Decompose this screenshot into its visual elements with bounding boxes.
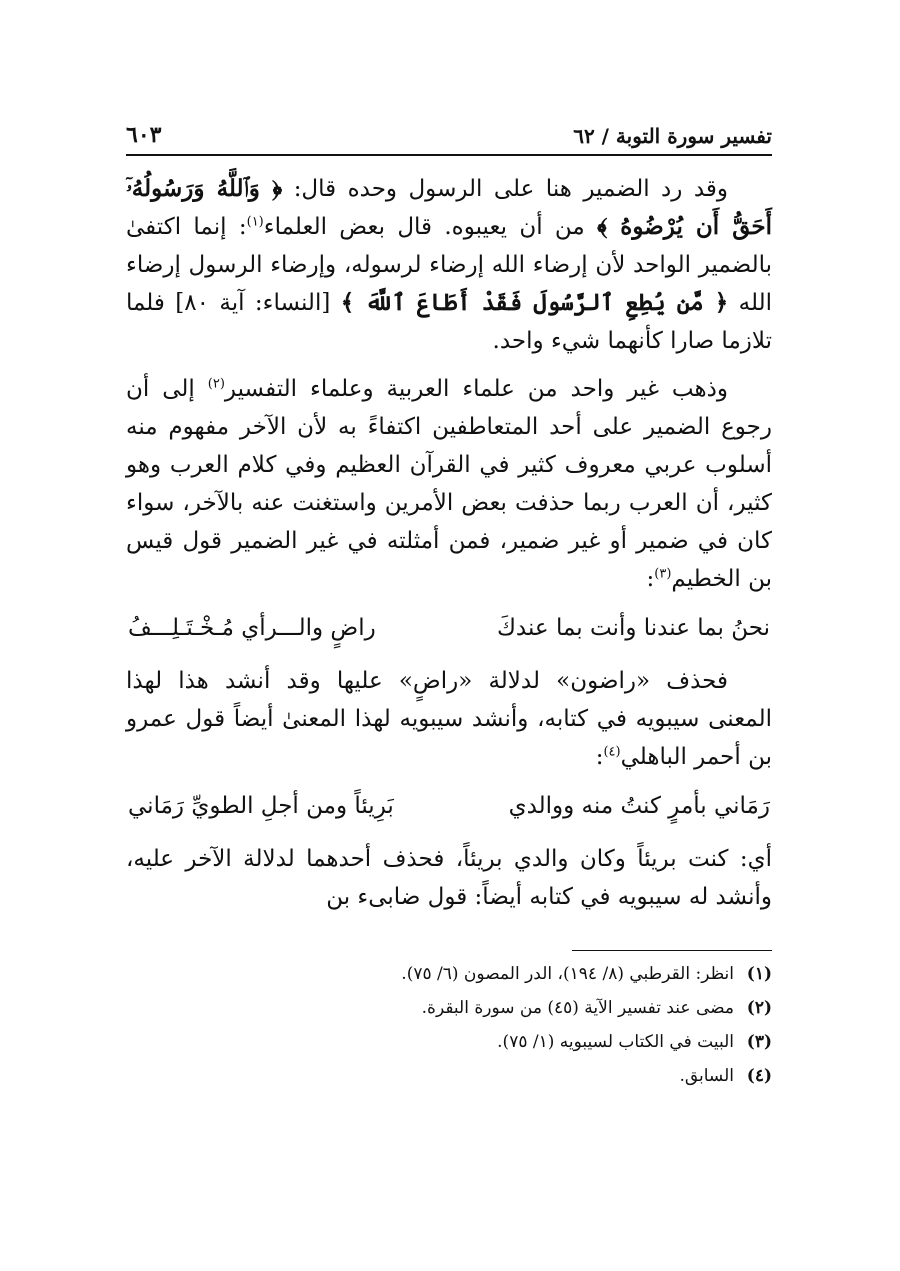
footnote-text: مضى عند تفسير الآية (٤٥) من سورة البقرة. — [421, 998, 734, 1018]
footnote — [126, 1025, 772, 1059]
footnote-ref: (٢) — [207, 376, 225, 392]
text-run: أي: كنت بريئاً وكان والدي بريئاً، فحذف أحدهما لدلالة الآخر عليه، وأنشد له سيبويه في كتابه أيضاً: قول ضابىء بن — [126, 846, 772, 910]
footnote-separator — [572, 950, 772, 951]
book-page — [126, 118, 772, 1093]
page-header — [126, 118, 772, 156]
footnote-number: (١) — [746, 964, 772, 984]
text-run: : إنما اكتفىٰ بالضمير الواحد لأن إرضاء الله إرضاء لرسوله، وإرضاء الرسول إرضاء الله — [126, 214, 772, 316]
quran-quote: ﴿ مَّن يُطِعِ ٱلرَّسُولَ فَقَدْ أَطَاعَ ٱللَّهَ ﴾ — [340, 289, 729, 316]
running-title: تفسير سورة التوبة / ٦٢ — [573, 124, 772, 148]
footnote-ref: (٣) — [654, 566, 672, 582]
quran-quote: ﴿ وَٱللَّهُ وَرَسُولُهُۥٓ أَحَقُّ أَن يُرْضُوهُ ﴾ — [126, 175, 772, 240]
text-run: : — [646, 566, 655, 592]
text-run: [النساء: آية ٨٠] فلما تلازما صارا كأنهما شيء واحد. — [126, 290, 772, 354]
main-text — [126, 170, 772, 916]
verse-second-hemistich: بَرِيئاً ومن أجلِ الطويِّ رَمَاني — [128, 793, 394, 819]
footnote-text: انظر: القرطبي (٨/ ١٩٤)، الدر المصون (٦/ ٧٥). — [401, 964, 734, 984]
footnote-number: (٤) — [746, 1066, 772, 1086]
text-run: وذهب غير واحد من علماء العربية وعلماء التفسير — [224, 376, 728, 402]
footnote — [126, 991, 772, 1025]
footnote-number: (٣) — [746, 1032, 772, 1052]
text-run: فحذف «راضون» لدلالة «راضٍ» عليها وقد أنشد هذا لهذا المعنى سيبويه في كتابه، وأنشد سيبويه لهذا المعنىٰ أيضاً قول عمرو بن أحمر الباهلي — [126, 668, 772, 770]
footnotes — [126, 957, 772, 1093]
page-number: ٦٠٣ — [126, 122, 162, 148]
paragraph — [126, 662, 772, 776]
text-run: : — [595, 744, 604, 770]
text-run: وقد رد الضمير هنا على الرسول وحده قال: — [282, 176, 728, 202]
verse-first-hemistich: نحنُ بما عندنا وأنت بما عندكَ — [496, 615, 770, 641]
paragraph — [126, 370, 772, 598]
footnote-text: البيت في الكتاب لسيبويه (١/ ٧٥). — [497, 1032, 734, 1052]
paragraph — [126, 840, 772, 916]
footnote-text: السابق. — [679, 1066, 734, 1086]
footnote-ref: (٤) — [603, 744, 621, 760]
text-run: إلى أن رجوع الضمير على أحد المتعاطفين اكتفاءً به لأن الآخر مفهوم منه أسلوب عربي معروف كثير في القرآن العظيم وفي كلام العرب وهو كثير، أن العرب ربما حذفت بعض الأمرين واستغنت عنه بالآخر، سواء كان في ضمير أو غير ضمير، فمن أمثلته في غير الضمير قول قيس بن الخطيم — [126, 376, 772, 592]
verse-second-hemistich: راضٍ والـــرأي مُـخْـتَـلِـــفُ — [128, 615, 376, 641]
paragraph — [126, 170, 772, 360]
text-run: من أن يعيبوه. قال بعض العلماء — [263, 214, 598, 240]
poetry-verse — [126, 608, 772, 648]
poetry-verse — [126, 786, 772, 826]
footnote-ref: (١) — [246, 214, 264, 230]
verse-first-hemistich: رَمَاني بأمرٍ كنتُ منه ووالدي — [508, 793, 770, 819]
footnote — [126, 957, 772, 991]
footnote-number: (٢) — [746, 998, 772, 1018]
footnote — [126, 1059, 772, 1093]
